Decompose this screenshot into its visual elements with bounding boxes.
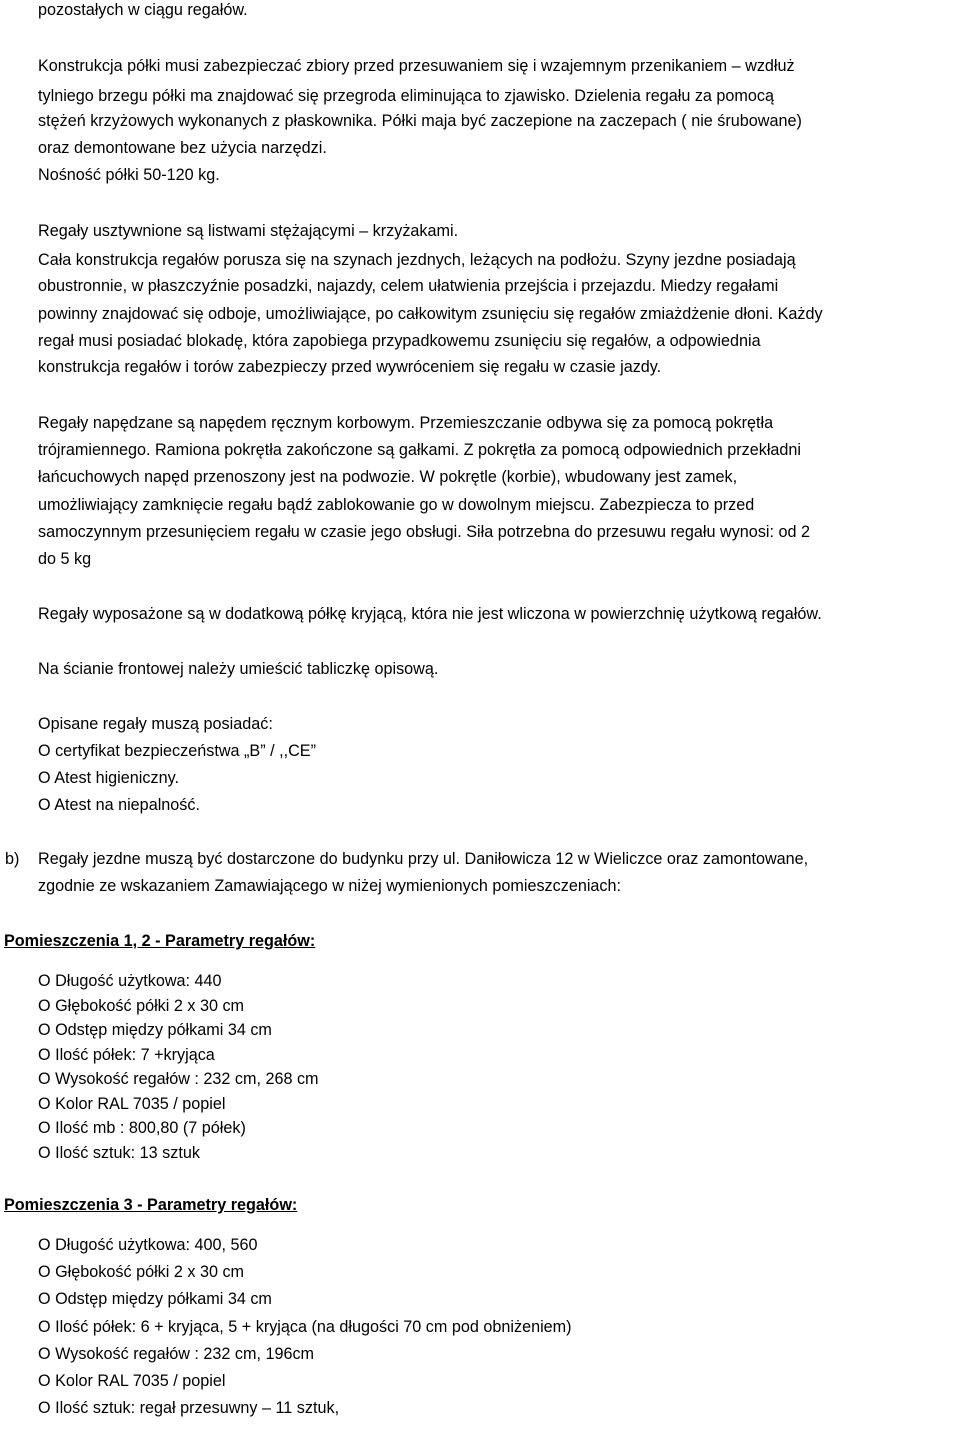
list-item: O Głębokość półki 2 x 30 cm xyxy=(38,997,245,1015)
list-item: O Ilość półek: 6 + kryjąca, 5 + kryjąca (na długości 70 cm pod obniżeniem) xyxy=(38,1318,572,1336)
paragraph-continuation: pozostałych w ciągu regałów. xyxy=(38,1,248,19)
list-item: O Wysokość regałów : 232 cm, 196cm xyxy=(38,1345,315,1363)
paragraph-line: Na ścianie frontowej należy umieścić tabliczkę opisową. xyxy=(38,660,439,678)
list-item: O Kolor RAL 7035 / popiel xyxy=(38,1372,226,1390)
section-heading: Pomieszczenia 1, 2 - Parametry regałów: xyxy=(4,932,316,950)
list-item: O certyfikat bezpieczeństwa „B” / ,,CE” xyxy=(38,742,316,760)
paragraph-line: trójramiennego. Ramiona pokrętła zakończone są gałkami. Z pokrętła za pomocą odpowiednich przekładni xyxy=(38,441,802,459)
paragraph-line: Regały napędzane są napędem ręcznym korbowym. Przemieszczanie odbywa się za pomocą pokrętła xyxy=(38,414,774,432)
paragraph-line: stężeń krzyżowych wykonanych z płaskownika. Półki maja być zaczepione na zaczepach ( nie śrubowane) xyxy=(38,112,802,130)
list-marker: b) xyxy=(5,850,20,868)
paragraph-line: do 5 kg xyxy=(38,550,92,568)
list-item: O Głębokość półki 2 x 30 cm xyxy=(38,1263,245,1281)
paragraph-line: powinny znajdować się odboje, umożliwiające, po całkowitym zsunięciu się regałów zmiażdżenie dłoni. Każdy xyxy=(38,305,823,323)
list-item: O Ilość sztuk: regał przesuwny – 11 sztuk, xyxy=(38,1399,340,1417)
list-item: O Ilość mb : 800,80 (7 półek) xyxy=(38,1119,246,1137)
paragraph-line: zgodnie ze wskazaniem Zamawiającego w niżej wymienionych pomieszczeniach: xyxy=(38,877,622,895)
paragraph-line: Regały wyposażone są w dodatkową półkę kryjącą, która nie jest wliczona w powierzchnię użytkową regałów. xyxy=(38,605,822,623)
paragraph-line: konstrukcja regałów i torów zabezpieczy przed wywróceniem się regału w czasie jazdy. xyxy=(38,358,662,376)
list-item: O Ilość sztuk: 13 sztuk xyxy=(38,1144,200,1162)
paragraph-line: Cała konstrukcja regałów porusza się na szynach jezdnych, leżących na podłożu. Szyny jezdne posiadają xyxy=(38,251,796,269)
paragraph-line: obustronnie, w płaszczyźnie posadzki, najazdy, celem ułatwienia przejścia i przejazdu. Miedzy regałami xyxy=(38,277,779,295)
list-item: O Odstęp między półkami 34 cm xyxy=(38,1290,272,1308)
paragraph-line: Opisane regały muszą posiadać: xyxy=(38,715,273,733)
paragraph-line: samoczynnym przesunięciem regału w czasie jego obsługi. Siła potrzebna do przesuwu regału wynosi: od 2 xyxy=(38,523,811,541)
list-item: O Odstęp między półkami 34 cm xyxy=(38,1021,272,1039)
list-item: O Ilość półek: 7 +kryjąca xyxy=(38,1046,215,1064)
paragraph-line: łańcuchowych napęd przenoszony jest na podwozie. W pokrętle (korbie), wbudowany jest zamek, xyxy=(38,468,738,486)
paragraph-line: Konstrukcja półki musi zabezpieczać zbiory przed przesuwaniem się i wzajemnym przenikaniem – wzdłuż xyxy=(38,57,795,75)
paragraph-line: oraz demontowane bez użycia narzędzi. xyxy=(38,139,327,157)
list-item: O Długość użytkowa: 440 xyxy=(38,972,222,990)
paragraph-line: Nośność półki 50-120 kg. xyxy=(38,166,220,184)
paragraph-line: Regały usztywnione są listwami stężającymi – krzyżakami. xyxy=(38,222,459,240)
list-item: O Wysokość regałów : 232 cm, 268 cm xyxy=(38,1070,319,1088)
section-heading: Pomieszczenia 3 - Parametry regałów: xyxy=(4,1196,298,1214)
list-item: O Atest higieniczny. xyxy=(38,769,179,787)
list-item: O Długość użytkowa: 400, 560 xyxy=(38,1236,258,1254)
paragraph-line: regał musi posiadać blokadę, która zapobiega przypadkowemu zsunięciu się regałów, a odpowiednia xyxy=(38,332,761,350)
paragraph-line: umożliwiający zamknięcie regału bądź zablokowanie go w dowolnym miejscu. Zabezpiecza to przed xyxy=(38,496,755,514)
paragraph-line: Regały jezdne muszą być dostarczone do budynku przy ul. Daniłowicza 12 w Wieliczce oraz zamontowane, xyxy=(38,850,809,868)
list-item: O Atest na niepalność. xyxy=(38,796,200,814)
list-item: O Kolor RAL 7035 / popiel xyxy=(38,1095,226,1113)
paragraph-line: tylniego brzegu półki ma znajdować się przegroda eliminująca to zjawisko. Dzielenia regału za pomocą xyxy=(38,87,775,105)
